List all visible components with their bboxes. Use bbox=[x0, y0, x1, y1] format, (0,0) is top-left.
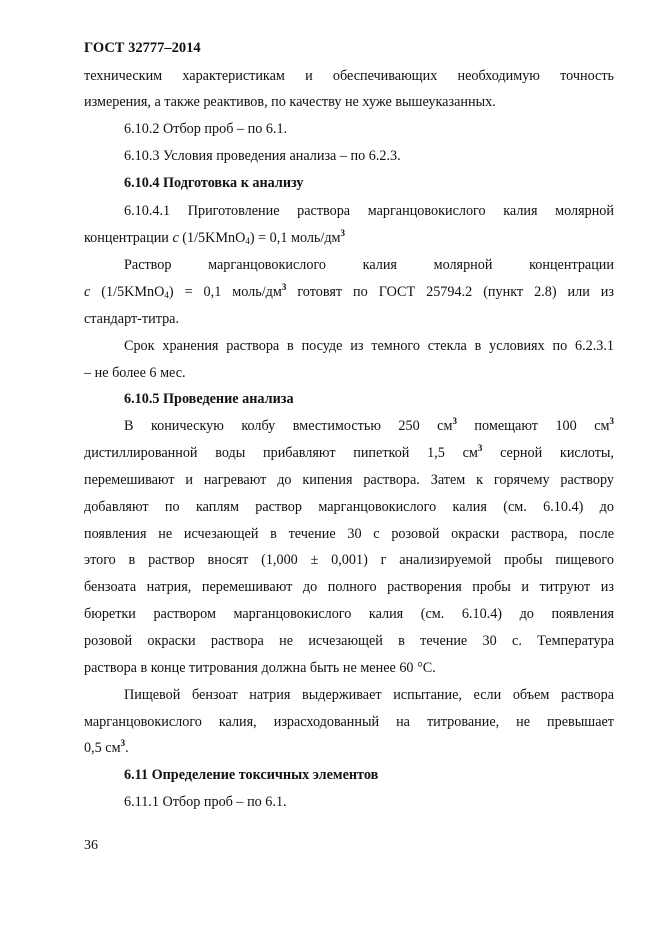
text-line: марганцовокислого калия, израсходованный на титрование, не превышает bbox=[84, 714, 614, 730]
formula-line: c (1/5KMnO$_4$) = 0,1 моль/$дм^3$ готовят по ГОСТ 25794.2 (пункт 2.8) или из bbox=[84, 282, 614, 300]
text-line: 0,5 $см^3$. bbox=[84, 738, 129, 756]
text-line: Раствор марганцовокислого калия молярной концентрации bbox=[124, 257, 614, 273]
text-line: дистиллированной воды прибавляют пипеткой 1,5 $см^3$ серной кислоты, bbox=[84, 443, 614, 461]
document-header: ГОСТ 32777–2014 bbox=[84, 40, 201, 56]
text-line: перемешивают и нагревают до кипения раствора. Затем к горячему раствору bbox=[84, 472, 614, 488]
section-heading: 6.10.5 Проведение анализа bbox=[124, 391, 294, 407]
text-line: розовой окраски раствора не исчезающей в течение 30 с. Температура bbox=[84, 633, 614, 649]
text-line: бензоата натрия, перемешивают до полного растворения пробы и титруют из bbox=[84, 579, 614, 595]
text-line: техническим характеристикам и обеспечивающих необходимую точность bbox=[84, 68, 614, 84]
text-line: появления не исчезающей в течение 30 с розовой окраски раствора, после bbox=[84, 526, 614, 542]
text-line: этого в раствор вносят (1,000 ± 0,001) г анализируемой пробы пищевого bbox=[84, 552, 614, 568]
formula-line: концентрации c (1/5KMnO$_4$) = 0,1 моль/$дм^3$ bbox=[84, 228, 346, 246]
text-line: – не более 6 мес. bbox=[84, 365, 186, 381]
text-line: измерения, а также реактивов, по качеству не хуже вышеуказанных. bbox=[84, 94, 496, 110]
text-line: стандарт-титра. bbox=[84, 311, 180, 327]
section-heading: 6.11 Определение токсичных элементов bbox=[124, 767, 379, 783]
text-line: 6.11.1 Отбор проб – по 6.1. bbox=[124, 794, 287, 810]
text-line: 6.10.2 Отбор проб – по 6.1. bbox=[124, 121, 288, 137]
text-line: Срок хранения раствора в посуде из темного стекла в условиях по 6.2.3.1 bbox=[124, 338, 614, 354]
section-heading: 6.10.4 Подготовка к анализу bbox=[124, 175, 304, 191]
text-line: В коническую колбу вместимостью 250 $см^3$ помещают 100 $см^3$ bbox=[124, 416, 614, 434]
text-line: 6.10.3 Условия проведения анализа – по 6.2.3. bbox=[124, 148, 401, 164]
page-number: 36 bbox=[84, 838, 98, 853]
text-line: бюретки раствором марганцовокислого калия (см. 6.10.4) до появления bbox=[84, 606, 614, 622]
text-line: добавляют по каплям раствор марганцовокислого калия (см. 6.10.4) до bbox=[84, 499, 614, 515]
text-line: Пищевой бензоат натрия выдерживает испытание, если объем раствора bbox=[124, 687, 614, 703]
text-line: раствора в конце титрования должна быть не менее 60 °С. bbox=[84, 660, 436, 676]
text-line: 6.10.4.1 Приготовление раствора марганцовокислого калия молярной bbox=[124, 203, 614, 219]
